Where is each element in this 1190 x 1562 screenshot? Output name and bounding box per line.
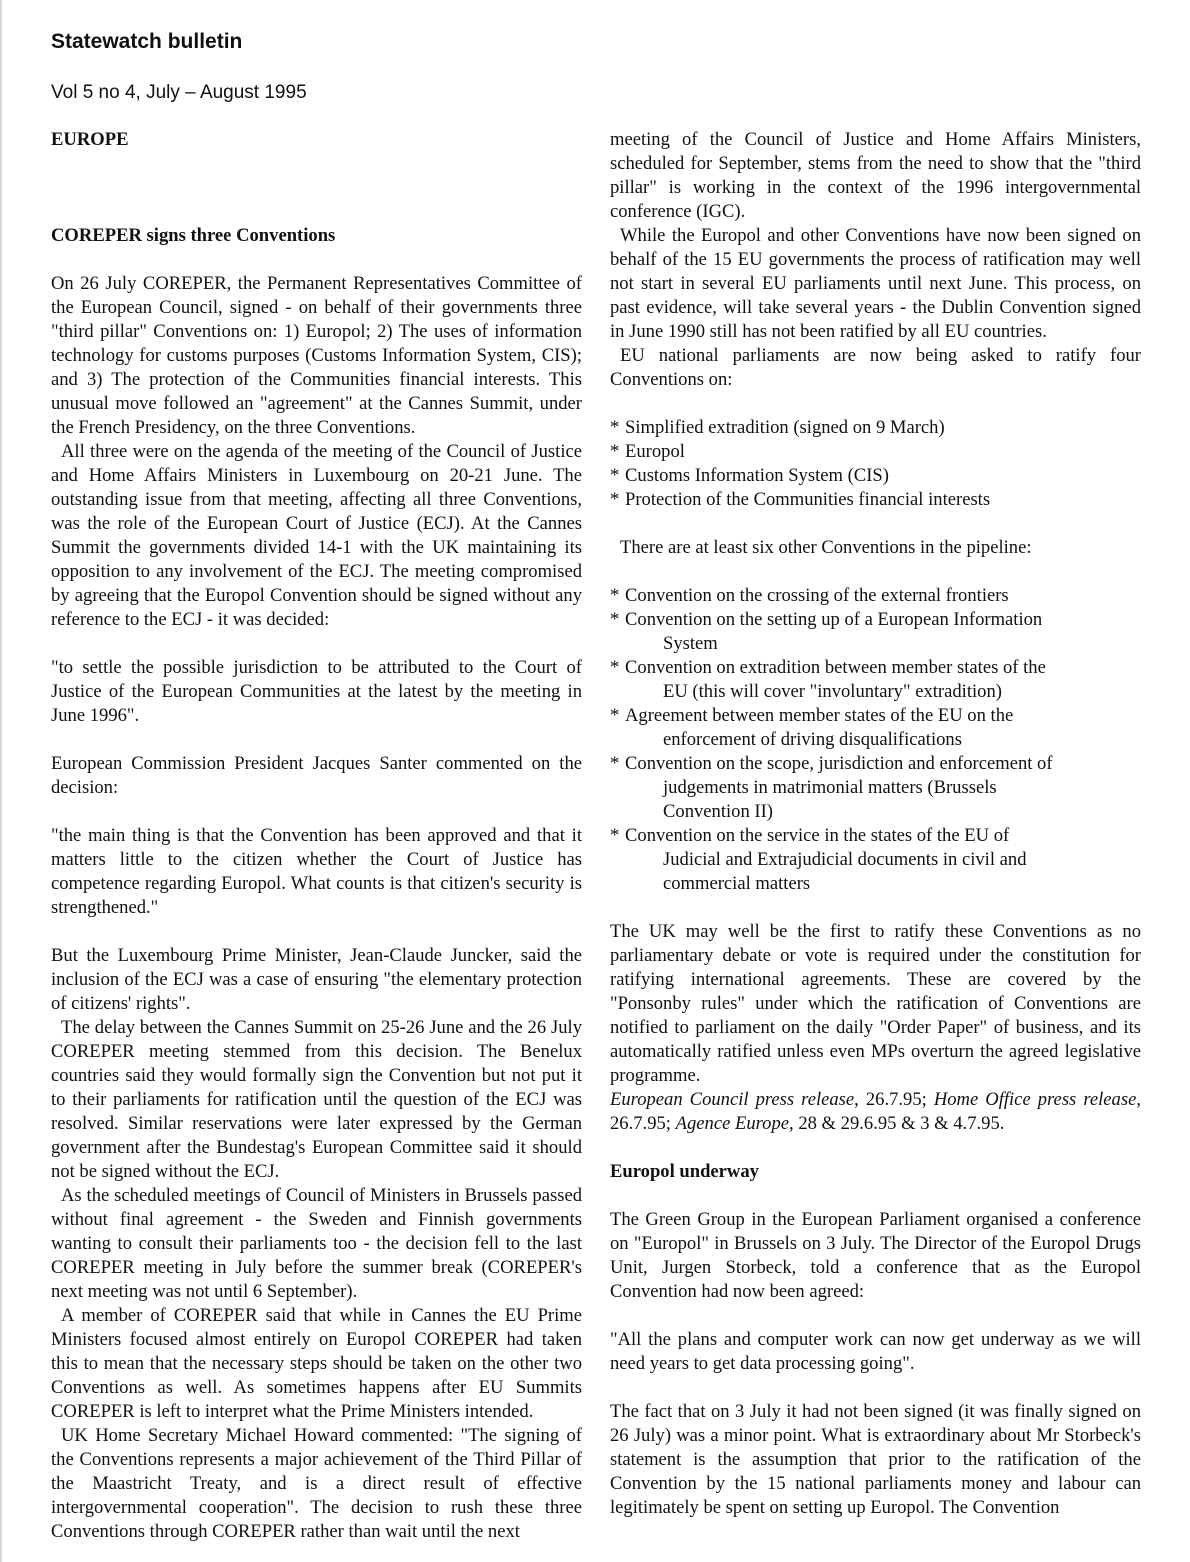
paragraph: European Commission President Jacques Santer commented on the decision: (51, 753, 582, 798)
list-item: * Convention on the scope, jurisdiction and enforcement of judgements in matrimonial matters (Brussels Convention II) (610, 753, 1053, 822)
paragraph: UK Home Secretary Michael Howard commented: "The signing of the Conventions represents a major achievement of the Third Pillar of the Maastricht Treaty, and is a direct result of effective intergovernmental cooperation". The decision to rush these three Conventions through COREPER rather than wait until the next (51, 1425, 582, 1542)
list-item: * Simplified extradition (signed on 9 March) (610, 417, 945, 438)
quote: "to settle the possible jurisdiction to be attributed to the Court of Justice of the European Communities at the latest by the meeting in June 1996". (51, 657, 582, 726)
bullet-star-icon: * (610, 417, 620, 438)
paragraph: meeting of the Council of Justice and Home Affairs Ministers, scheduled for September, stems from the need to show that the "third pillar" is working in the context of the 1996 intergovernmental conference (IGC). (610, 129, 1141, 222)
bullet-star-icon: * (610, 753, 620, 774)
paragraph: As the scheduled meetings of Council of Ministers in Brussels passed without final agreement - the Sweden and Finnish governments wanting to consult their parliaments too - the decision fell to the last COREPER meeting in July before the summer break (COREPER's next meeting was not until 6 September). (51, 1185, 582, 1302)
paragraph: The UK may well be the first to ratify these Conventions as no parliamentary debate or vote is required under the constitution for ratifying international agreements. These are covered by the "Ponsonby rules" under which the ratification of Conventions are notified to parliament on the daily "Order Paper" of business, and its automatically ratified unless even MPs overturn the agreed legislative programme. (610, 921, 1141, 1086)
quote: "All the plans and computer work can now get underway as we will need years to get data processing going". (610, 1329, 1141, 1374)
right-column (610, 128, 1141, 1558)
list-item: * Convention on the crossing of the external frontiers (610, 585, 1009, 606)
paragraph: A member of COREPER said that while in Cannes the EU Prime Ministers focused almost entirely on Europol COREPER had taken this to mean that the necessary steps should be taken on the other two Conventions as well. As sometimes happens after EU Summits COREPER is left to interpret what the Prime Ministers intended. (51, 1305, 582, 1422)
paragraph: The fact that on 3 July it had not been signed (it was finally signed on 26 July) was a minor point. What is extraordinary about Mr Storbeck's statement is the assumption that prior to the ratification of the Convention by the 15 national parliaments money and labour can legitimately be spent on setting up Europol. The Convention (610, 1401, 1141, 1518)
bullet-star-icon: * (610, 441, 620, 462)
bullet-star-icon: * (610, 657, 620, 678)
publication-title: Statewatch bulletin (51, 30, 243, 53)
page-edge (0, 0, 2, 1562)
paragraph: EU national parliaments are now being asked to ratify four Conventions on: (610, 345, 1141, 390)
bullet-star-icon: * (610, 585, 620, 606)
list-item: * Convention on the setting up of a European Information System (610, 609, 1043, 654)
paragraph: There are at least six other Conventions in the pipeline: (620, 537, 1032, 558)
bullet-star-icon: * (610, 609, 620, 630)
article-heading: Europol underway (610, 1161, 759, 1182)
paragraph: The Green Group in the European Parliament organised a conference on "Europol" in Brussels on 3 July. The Director of the Europol Drugs Unit, Jurgen Storbeck, told a conference that as the Europol Convention had now been agreed: (610, 1209, 1141, 1302)
paragraph: All three were on the agenda of the meeting of the Council of Justice and Home Affairs Ministers in Luxembourg on 20-21 June. The outstanding issue from that meeting, affecting all three Conventions, was the role of the European Court of Justice (ECJ). At the Cannes Summit the governments divided 14-1 with the UK maintaining its opposition to any involvement of the ECJ. The meeting compromised by agreeing that the Europol Convention should be signed without any reference to the ECJ - it was decided: (51, 441, 582, 630)
quote: "the main thing is that the Convention has been approved and that it matters little to the citizen whether the Court of Justice has competence regarding Europol. What counts is that citizen's security is strengthened." (51, 825, 582, 918)
list-item: * Europol (610, 441, 685, 462)
list-item: * Agreement between member states of the EU on the enforcement of driving disqualifications (610, 705, 1014, 750)
list-item: * Convention on the service in the states of the EU of Judicial and Extrajudicial documents in civil and commercial matters (610, 825, 1027, 894)
article-heading: COREPER signs three Conventions (51, 225, 336, 246)
bullet-star-icon: * (610, 705, 620, 726)
source-citation: European Council press release, 26.7.95; Home Office press release, 26.7.95; Agence Europe, 28 & 29.6.95 & 3 & 4.7.95. (610, 1089, 1141, 1134)
paragraph: On 26 July COREPER, the Permanent Representatives Committee of the European Council, signed - on behalf of their governments three "third pillar" Conventions on: 1) Europol; 2) The uses of information technology for customs purposes (Customs Information System, CIS); and 3) The protection of the Communities financial interests. This unusual move followed an "agreement" at the Cannes Summit, under the French Presidency, on the three Conventions. (51, 273, 582, 438)
bullet-star-icon: * (610, 825, 620, 846)
list-item: * Protection of the Communities financial interests (610, 489, 991, 510)
list-item: * Customs Information System (CIS) (610, 465, 889, 486)
bullet-star-icon: * (610, 489, 620, 510)
pipeline-list (610, 584, 1060, 896)
paragraph: The delay between the Cannes Summit on 25-26 June and the 26 July COREPER meeting stemmed from this decision. The Benelux countries said they would formally sign the Convention but not put it to their parliaments for ratification until the question of the ECJ was resolved. Similar reservations were later expressed by the German government after the Bundestag's European Committee said it should not be signed without the ECJ. (51, 1017, 582, 1182)
left-column (51, 128, 582, 1558)
section-heading: EUROPE (51, 129, 129, 150)
list-item: * Convention on extradition between member states of the EU (this will cover "involuntary" extradition) (610, 657, 1046, 702)
paragraph: But the Luxembourg Prime Minister, Jean-Claude Juncker, said the inclusion of the ECJ was a case of ensuring "the elementary protection of citizens' rights". (51, 945, 582, 1014)
ratify-list (610, 416, 1141, 512)
issue-info: Vol 5 no 4, July – August 1995 (51, 82, 307, 103)
paragraph: While the Europol and other Conventions have now been signed on behalf of the 15 EU governments the process of ratification may well not start in several EU parliaments until next June. This process, on past evidence, will take several years - the Dublin Convention signed in June 1990 still has not been ratified by all EU countries. (610, 225, 1141, 342)
bullet-star-icon: * (610, 465, 620, 486)
